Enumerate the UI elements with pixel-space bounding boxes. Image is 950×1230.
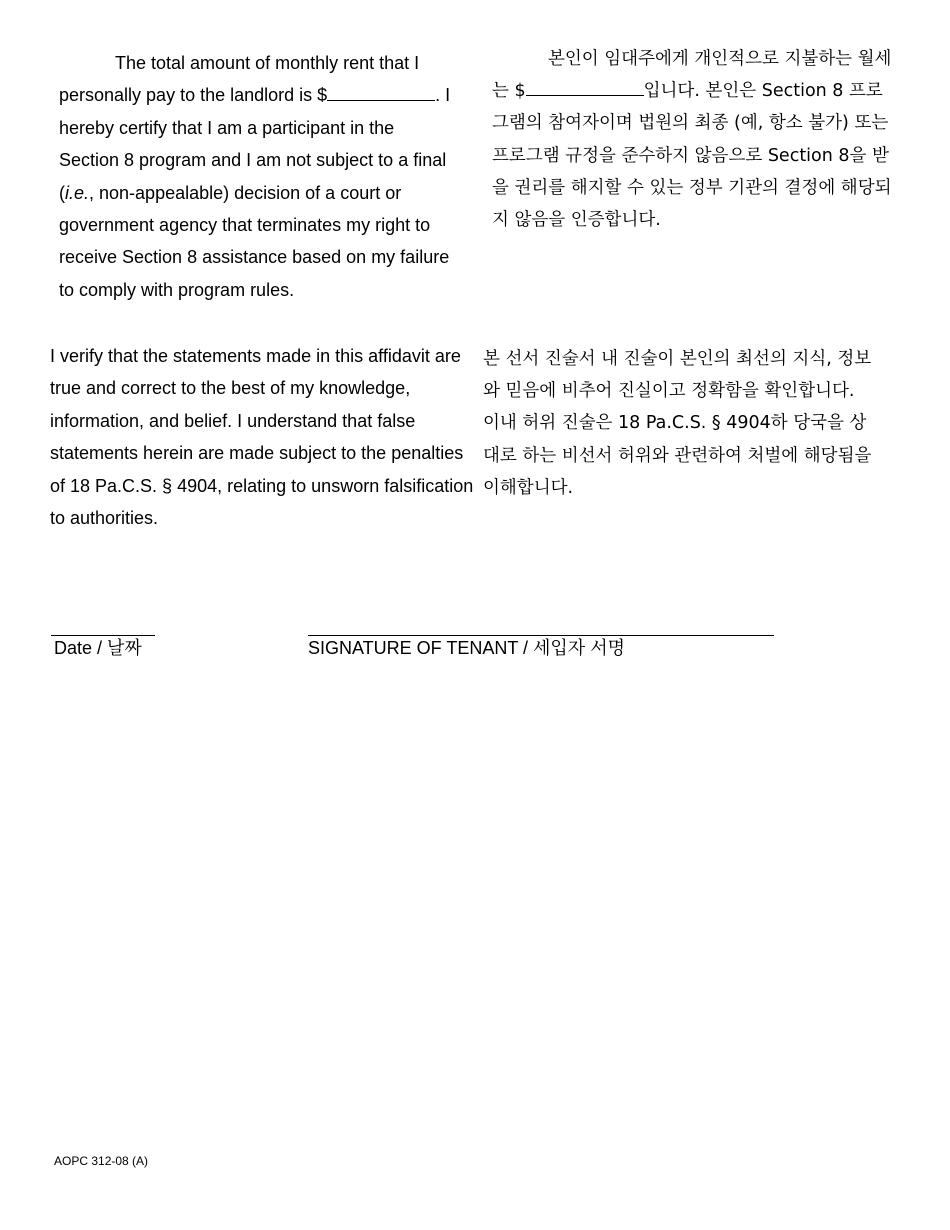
rent-ko-text-after-blank: 입니다. 본인은 Section 8 프로그램의 참여자이며 법원의 최종 (예, 항소 불가) 또는 프로그램 규정을 준수하지 않음으로 Section 8을 받을 권리를 해지할 수 있는 정부 기관의 결정에 해당되지 않음을 인증합니다.: [492, 81, 892, 231]
date-label: Date / 날짜: [54, 638, 142, 658]
rent-text-before-blank: The total amount of monthly rent that I personally pay to the landlord is $: [59, 53, 420, 106]
verification-paragraph-en: I verify that the statements made in this affidavit are true and correct to the best of my knowledge, information, and belief. I understand that false statements herein are made subject to the penalties of 18 Pa.C.S. § 4904, relating to unsworn falsification to authorities.: [50, 346, 474, 529]
rent-text-italic: i.e.: [65, 182, 90, 203]
rent-amount-blank-ko[interactable]: [526, 77, 644, 96]
form-code: AOPC 312-08 (A): [54, 1154, 149, 1168]
tenant-signature-label: SIGNATURE OF TENANT / 세입자 서명: [308, 638, 625, 658]
rent-paragraph-ko: [492, 43, 897, 236]
rent-ko-text-before-blank: 본인이 임대주에게 개인적으로 지불하는 월세는 $: [492, 49, 892, 102]
verification-paragraph-ko: 본 선서 진술서 내 진술이 본인의 최선의 지식, 정보와 믿음에 비추어 진실이고 정확함을 확인합니다. 이내 허위 진술은 18 Pa.C.S. § 4904하 당국을 상대로 하는 비선서 허위와 관련하여 처벌에 해당됨을 이해합니다.: [483, 349, 872, 498]
rent-text-after-blank: . I hereby certify that I am a participant in the Section 8 program and I am not subject to a final (: [59, 85, 451, 203]
tenant-signature-line[interactable]: [308, 635, 774, 636]
rent-amount-blank[interactable]: [327, 82, 435, 101]
rent-paragraph-en: [59, 47, 459, 306]
rent-text-rest: , non-appealable) decision of a court or government agency that terminates my right to receive Section 8 assistance based on my failure to comply with program rules.: [59, 182, 450, 300]
date-signature-line[interactable]: [51, 635, 155, 636]
